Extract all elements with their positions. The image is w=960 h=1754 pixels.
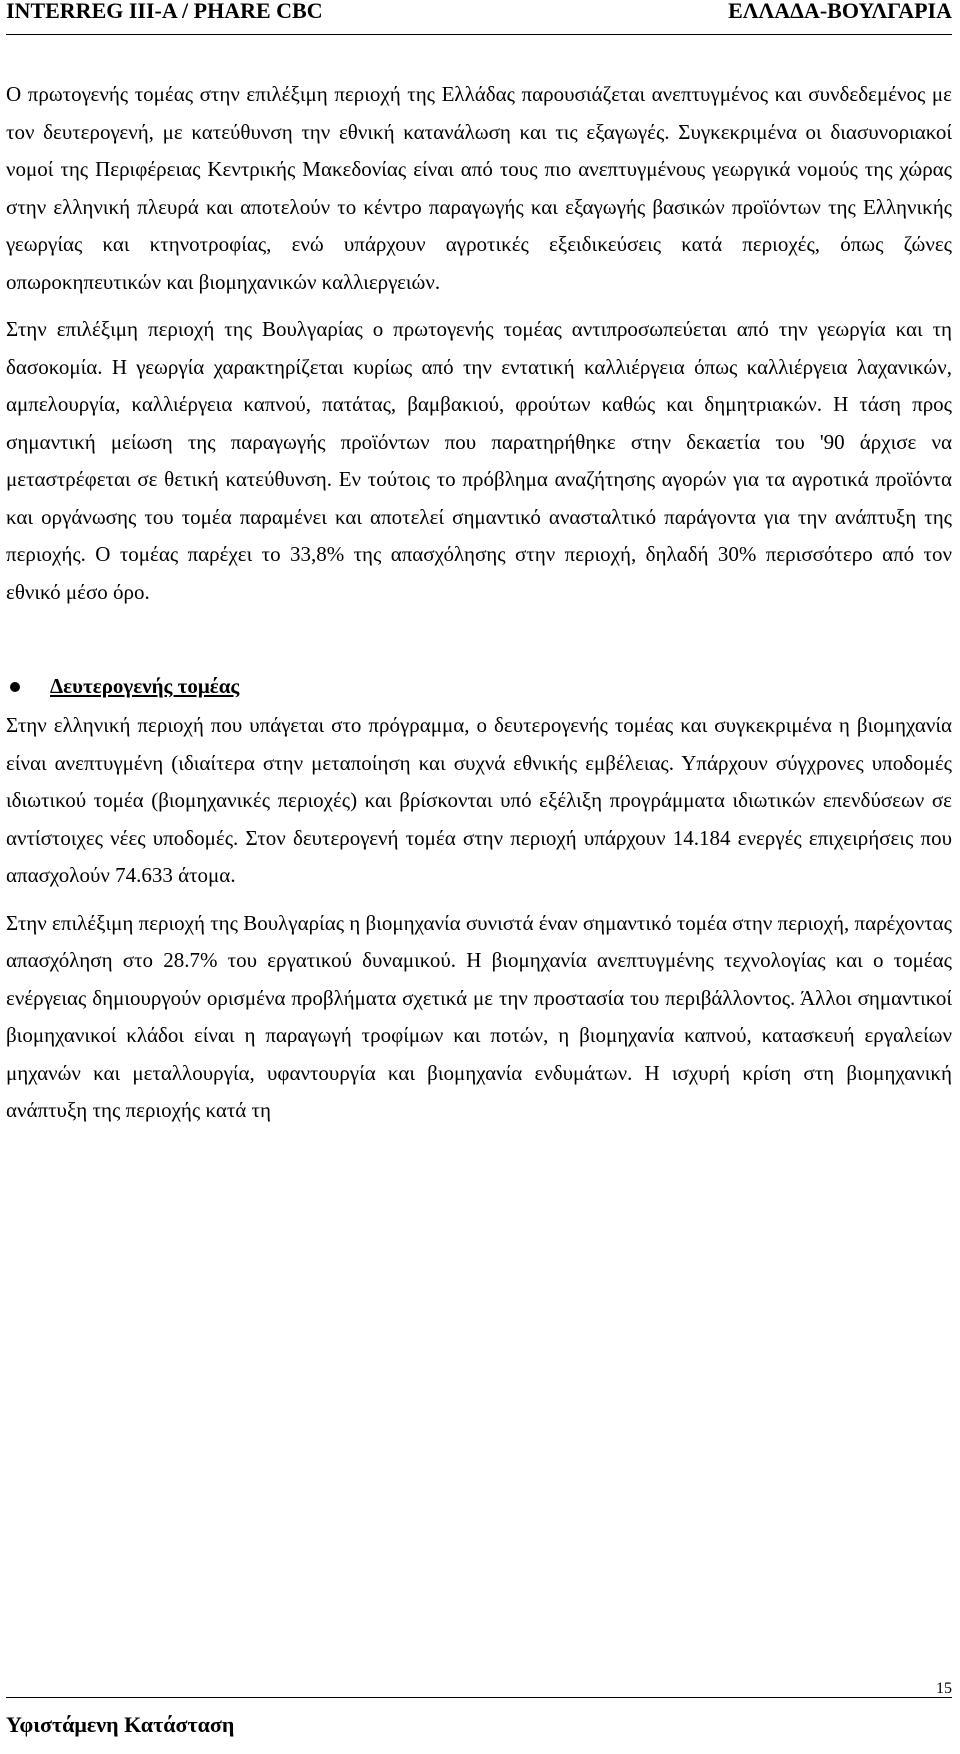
footer-section-title: Υφιστάμενη Κατάσταση	[6, 1712, 235, 1737]
paragraph-primary-sector-bulgaria: Στην επιλέξιμη περιοχή της Βουλγαρίας ο πρωτογενής τομέας αντιπροσωπεύεται από την γεωργία και τη δασοκομία. Η γεωργία χαρακτηρίζεται κυρίως από την εντατική καλλιέργεια όπως καλλιέργεια λαχανικών, αμπελουργία, καλλιέργεια καπνού, πατάτας, βαμβακιού, φρούτων καθώς και δημητριακών. Η τάση προς σημαντική μείωση της παραγωγής προϊόντων που παρατηρήθηκε στην δεκαετία του '90 άρχισε να μεταστρέφεται σε θετική κατεύθυνση. Εν τούτοις το πρόβλημα αναζήτησης αγορών για τα αγροτικά προϊόντα και οργάνωσης του τομέα παραμένει και αποτελεί σημαντικό ανασταλτικό παράγοντα για την ανάπτυξη της περιοχής. Ο τομέας παρέχει το 33,8% της απασχόλησης στην περιοχή, δηλαδή 30% περισσότερο από τον εθνικό μέσο όρο.	[6, 317, 952, 604]
paragraph-secondary-sector-bulgaria: Στην επιλέξιμη περιοχή της Βουλγαρίας η βιομηχανία συνιστά έναν σημαντικό τομέα στην περιοχή, παρέχοντας απασχόληση στο 28.7% του εργατικού δυναμικού. Η βιομηχανία ανεπτυγμένης τεχνολογίας και ο τομέας ενέργειας δημιουργούν ορισμένα προβλήματα σχετικά με την προστασία του περιβάλλοντος. Άλλοι σημαντικοί βιομηχανικοί κλάδοι είναι η παραγωγή τροφίμων και ποτών, η βιομηχανία καπνού, κατασκευή εργαλείων μηχανών και μεταλλουργία, υφαντουργία και βιομηχανία ενδυμάτων. Η ισχυρή κρίση στη βιομηχανική ανάπτυξη της περιοχής κατά τη	[6, 910, 952, 1122]
page-footer	[6, 1680, 952, 1754]
page-number: 15	[936, 1680, 952, 1697]
header-program-title: INTERREG III-A / PHARE CBC	[6, 0, 323, 23]
bullet-icon	[10, 682, 20, 692]
header-countries: ΕΛΛΑΔΑ-ΒΟΥΛΓΑΡΙΑ	[728, 0, 952, 23]
page-content	[6, 76, 952, 1130]
page-header	[6, 0, 952, 35]
section-heading: Δευτερογενής τομέας	[50, 674, 240, 699]
paragraph-primary-sector-greece: Ο πρωτογενής τομέας στην επιλέξιμη περιοχή της Ελλάδας παρουσιάζεται ανεπτυγμένος και συνδεδεμένος με τον δευτερογενή, με κατεύθυνση την εθνική κατανάλωση και τις εξαγωγές. Συγκεκριμένα οι διασυνοριακοί νομοί της Περιφέρειας Κεντρικής Μακεδονίας είναι από τους πιο ανεπτυγμένους γεωργικά νομούς της χώρας στην ελληνική πλευρά και αποτελούν το κέντρο παραγωγής και εξαγωγής βασικών προϊόντων της Ελληνικής γεωργίας και κτηνοτροφίας, ενώ υπάρχουν αγροτικές εξειδικεύσεις κατά περιοχές, όπως ζώνες οπωροκηπευτικών και βιομηχανικών καλλιεργειών.	[6, 82, 952, 294]
paragraph-secondary-sector-greece: Στην ελληνική περιοχή που υπάγεται στο πρόγραμμα, ο δευτερογενής τομέας και συγκεκριμένα η βιομηχανία είναι ανεπτυγμένη (ιδιαίτερα στην μεταποίηση και συχνά εθνικής εμβέλειας. Υπάρχουν σύγχρονες υποδομές ιδιωτικού τομέα (βιομηχανικές περιοχές) και βρίσκονται υπό εξέλιξη προγράμματα ιδιωτικών επενδύσεων σε αντίστοιχες νέες υποδομές. Στον δευτερογενή τομέα στην περιοχή υπάρχουν 14.184 ενεργές επιχειρήσεις που απασχολούν 74.633 άτομα.	[6, 713, 952, 887]
section-heading-row	[6, 667, 952, 707]
